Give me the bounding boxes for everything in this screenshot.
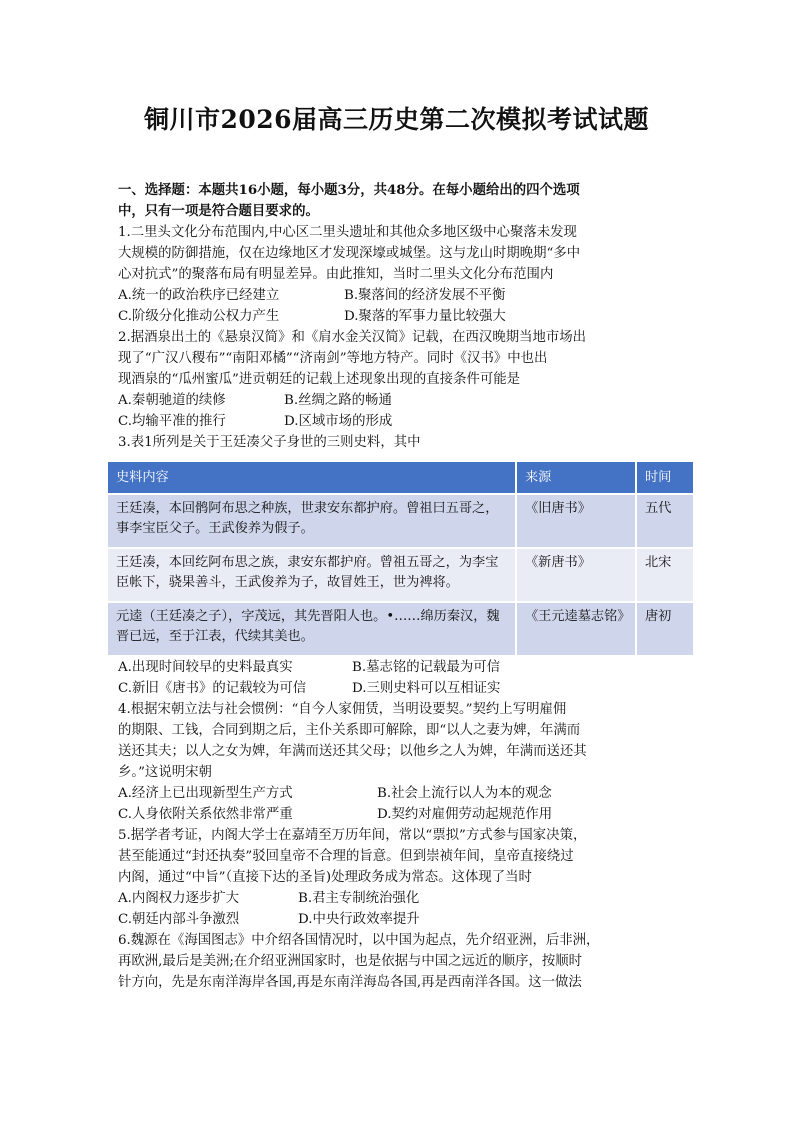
option-b[interactable]: B.丝绸之路的畅通: [284, 393, 392, 408]
question-4: [118, 699, 690, 825]
question-text-line: 6.魏源在《海国图志》中介绍各国情况时，以中国为起点，先介绍亚洲，后非洲，: [118, 933, 600, 948]
option-d[interactable]: D.区域市场的形成: [284, 414, 393, 429]
option-b[interactable]: B.社会上流行以人为本的观念: [377, 786, 552, 801]
header-source: 来源: [517, 462, 635, 493]
question-3: [118, 432, 690, 699]
question-5: [118, 825, 690, 930]
source-table: [106, 460, 695, 657]
option-row: [118, 411, 690, 432]
option-row: [118, 285, 690, 306]
option-d[interactable]: D.中央行政效率提升: [298, 912, 420, 927]
cell-time: 唐初: [637, 603, 693, 655]
option-a[interactable]: A.经济上已出现新型生产方式: [118, 786, 293, 801]
cell-time: 五代: [637, 495, 693, 547]
exam-title: 铜川市2026届高三历史第二次模拟考试试题: [143, 105, 650, 134]
option-row: [118, 888, 690, 909]
question-6: [118, 930, 690, 993]
option-c[interactable]: C.阶级分化推动公权力产生: [118, 309, 280, 324]
option-row: [118, 909, 690, 930]
question-text-line: 内阁，通过“中旨”（直接下达的圣旨)处理政务成为常态。这体现了当时: [118, 870, 532, 885]
option-a[interactable]: A.统一的政治秩序已经建立: [118, 288, 280, 303]
question-text-line: 心对抗式”的聚落布局有明显差异。由此推知，当时二里头文化分布范围内: [118, 267, 554, 282]
option-row: [118, 306, 690, 327]
option-row: [118, 657, 690, 678]
cell-source: 《王元逵墓志铭》: [517, 603, 635, 655]
table-row: [108, 495, 693, 547]
option-c[interactable]: C.朝廷内部斗争激烈: [118, 912, 240, 927]
cell-content: 王廷凑，本回纥阿布思之族，隶安东都护府。曾祖五哥之，为李宝臣帐下，骁果善斗，王武俊养为子，故冒姓王，世为裨将。: [108, 549, 515, 601]
table-row: [108, 603, 693, 655]
option-row: [118, 783, 690, 804]
header-content: 史料内容: [108, 462, 515, 493]
question-text-line: 针方向，先是东南洋海岸各国,再是东南洋海岛各国,再是西南洋各国。这一做法: [118, 975, 582, 990]
question-text-line: 1.二里头文化分布范围内,中心区二里头遗址和其他众多地区级中心聚落未发现: [118, 225, 577, 240]
question-text-line: 乡。”这说明宋朝: [118, 765, 212, 780]
option-d[interactable]: D.契约对雇佣劳动起规范作用: [377, 807, 553, 822]
option-row: [118, 804, 690, 825]
question-text-line: 甚至能通过“封还执奏”驳回皇帝不合理的旨意。但到崇祯年间，皇帝直接绕过: [118, 849, 574, 864]
cell-content: 元逵（王廷凑之子），字茂远，其先晋阳人也。•……绵历秦汉，魏晋已远，至于江表，代续其美也。: [108, 603, 515, 655]
question-text-line: 送还其夫；以人之女为婢，年满而送还其父母；以他乡之人为婢，年满而送还其: [118, 744, 587, 759]
question-text-line: 2.据酒泉出土的《悬泉汉简》和《肩水金关汉简》记载，在西汉晚期当地市场出: [118, 330, 587, 345]
option-b[interactable]: B.墓志铭的记载最为可信: [352, 660, 501, 675]
exam-body: [118, 180, 690, 993]
question-text-line: 再欧洲,最后是美洲;在介绍亚洲国家时，也是依据与中国之远近的顺序，按顺时: [118, 954, 583, 969]
option-a[interactable]: A.出现时间较早的史料最真实: [118, 660, 293, 675]
option-a[interactable]: A.内阁权力逐步扩大: [118, 891, 240, 906]
option-a[interactable]: A.秦朝驰道的续修: [118, 393, 226, 408]
section-header-line-2: 中，只有一项是符合题目要求的。: [118, 203, 319, 219]
cell-source: 《新唐书》: [517, 549, 635, 601]
option-row: [118, 678, 690, 699]
cell-time: 北宋: [637, 549, 693, 601]
table-row: [108, 549, 693, 601]
cell-source: 《旧唐书》: [517, 495, 635, 547]
option-d[interactable]: D.三则史料可以互相证实: [352, 681, 501, 696]
question-text-line: 现了“广汉八稷布”“南阳邓橘”“济南剑”等地方特产。同时《汉书》中也出: [118, 351, 548, 366]
question-1: [118, 222, 690, 327]
option-d[interactable]: D.聚落的军事力量比较强大: [344, 309, 506, 324]
question-2: [118, 327, 690, 432]
option-row: [118, 390, 690, 411]
section-header-line-1: 一、选择题：本题共16小题，每小题3分，共48分。在每小题给出的四个选项: [118, 182, 580, 198]
header-time: 时间: [637, 462, 693, 493]
option-c[interactable]: C.新旧《唐书》的记载较为可信: [118, 681, 307, 696]
table-header-row: [108, 462, 693, 493]
question-text-line: 4.根据宋朝立法与社会惯例：“自今人家佣赁，当明设要契。”契约上写明雇佣: [118, 702, 567, 717]
question-text-line: 3.表1所列是关于王廷凑父子身世的三则史料，其中: [118, 435, 421, 450]
option-b[interactable]: B.聚落间的经济发展不平衡: [344, 288, 506, 303]
option-c[interactable]: C.均输平准的推行: [118, 414, 226, 429]
cell-content: 王廷凑，本回鹘阿布思之种族，世隶安东都护府。曾祖曰五哥之，事李宝臣父子。王武俊养为假子。: [108, 495, 515, 547]
question-text-line: 的期限、工钱，合同到期之后，主仆关系即可解除，即“以人之妻为婢，年满而: [118, 723, 581, 738]
question-text-line: 大规模的防御措施，仅在边缘地区才发现深壕或城堡。这与龙山时期晚期“多中: [118, 246, 581, 261]
option-b[interactable]: B.君主专制统治强化: [298, 891, 420, 906]
option-c[interactable]: C.人身依附关系依然非常严重: [118, 807, 293, 822]
question-text-line: 5.据学者考证，内阁大学士在嘉靖至万历年间，常以“票拟”方式参与国家决策，: [118, 828, 587, 843]
question-text-line: 现酒泉的“瓜州蜜瓜”进贡朝廷的记载上述现象出现的直接条件可能是: [118, 372, 521, 387]
